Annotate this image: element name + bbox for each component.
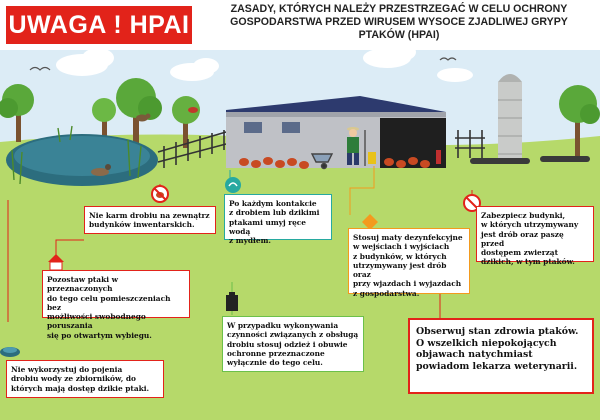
rule-no-outdoor-feeding: Nie karm drobiu na zewnątrz budynków inwentarskich. xyxy=(84,206,216,234)
page-title: ZASADY, KTÓRYCH NALEŻY PRZESTRZEGAĆ W CELU OCHRONY GOSPODARSTWA PRZED WIRUSEM WYSOCE ZJADLIWEJ GRYPY PTAKÓW (HPAI) xyxy=(230,3,568,41)
rule-keep-indoors: Pozostaw ptaki w przeznaczonych do tego celu pomieszczeniach bez możliwości swobodnego poruszania się po otwartym wybiegu. xyxy=(42,270,190,318)
rule-secure-buildings: Zabezpiecz budynki, w których utrzymywany jest drób oraz paszę przed dostępem zwierząt dzikich, w tym ptaków. xyxy=(476,206,594,262)
rule-wash-hands: Po każdym kontakcie z drobiem lub dzikimi ptakami umyj ręce wodą z mydłem. xyxy=(224,194,332,240)
rule-observe-health: Obserwuj stan zdrowia ptaków. O wszelkich niepokojących objawach natychmiast powiadom lekarza weterynarii. xyxy=(408,318,594,394)
silo xyxy=(498,74,522,164)
rule-disinfection-mats: Stosuj maty dezynfekcyjne w wejściach i wyjściach z budynków, w których utrzymywany jest drób oraz przy wjazdach i wyjazdach z gospodarstwa. xyxy=(348,228,470,294)
water-tank-icon xyxy=(0,347,20,357)
rule-no-wild-water: Nie wykorzystuj do pojenia drobiu wody ze zbiorników, do których mają dostęp dzikie ptaki. xyxy=(6,360,164,398)
hand-wash-icon xyxy=(225,177,241,193)
no-feeding-outdoors-icon xyxy=(152,186,168,202)
rule-protective-clothing: W przypadku wykonywania czynności związanych z obsługą drobiu stosuj odzież i obuwie ochronne przeznaczone wyłącznie do tego celu. xyxy=(222,316,364,372)
warning-banner: UWAGA ! HPAI xyxy=(6,6,192,44)
poultry-barn xyxy=(226,96,446,169)
